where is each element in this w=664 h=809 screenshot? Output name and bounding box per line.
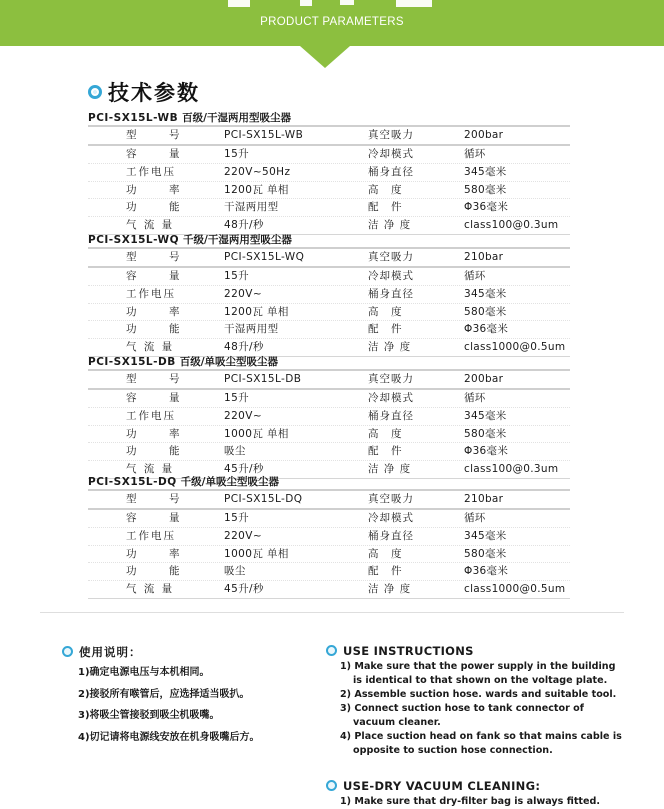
- spec-label: 配 件: [368, 445, 403, 458]
- table-row: [88, 528, 570, 546]
- spec-label: 冷却模式: [368, 270, 414, 282]
- list-item: 1) Make sure that the power supply in the building is identical to that shown on the voltage plate.: [340, 661, 616, 686]
- table-row: [88, 199, 570, 217]
- spec-value: 210bar: [464, 493, 504, 505]
- spec-value: 15升: [224, 392, 250, 404]
- spec-value: 580毫米: [464, 305, 507, 318]
- table-row: [88, 371, 570, 390]
- spec-value: 580毫米: [464, 427, 507, 440]
- model-block-wb: [88, 111, 570, 235]
- spec-value: PCI-SX15L-WQ: [224, 251, 305, 263]
- spec-label: 工作电压: [126, 409, 176, 422]
- spec-label: 气 流 量: [126, 463, 175, 476]
- spec-label: 真空吸力: [368, 129, 414, 141]
- spec-value: 1000瓦 单相: [224, 427, 289, 440]
- dry-heading: [326, 779, 626, 793]
- spec-value: 吸尘: [224, 565, 246, 578]
- spec-value: 循环: [464, 512, 486, 524]
- spec-label: 洁 净 度: [368, 463, 412, 476]
- spec-label: 真空吸力: [368, 251, 414, 263]
- list-item: 3)将吸尘管接驳到吸尘机吸嘴。: [78, 710, 220, 721]
- spec-label: 桶身直径: [368, 165, 414, 178]
- spec-value: 循环: [464, 148, 486, 160]
- model-desc: 千级/干湿两用型吸尘器: [183, 234, 292, 246]
- spec-value: 45升/秒: [224, 583, 264, 596]
- spec-label: 工作电压: [126, 165, 176, 178]
- spec-value: class100@0.3um: [464, 219, 559, 232]
- spec-label: 洁 净 度: [368, 583, 412, 596]
- model-desc: 百级/干湿两用型吸尘器: [182, 112, 291, 124]
- model-code: PCI-SX15L-DQ: [88, 476, 177, 488]
- spec-table: [88, 489, 570, 599]
- spec-value: PCI-SX15L-WB: [224, 129, 304, 141]
- spec-value: PCI-SX15L-DQ: [224, 493, 303, 505]
- usage-en-heading: [326, 644, 626, 660]
- spec-label: 真空吸力: [368, 373, 414, 385]
- spec-label: 高 度: [368, 427, 403, 440]
- spec-value: 220V~: [224, 409, 263, 422]
- table-row: [88, 390, 570, 408]
- spec-value: 580毫米: [464, 183, 507, 196]
- spec-value: 干湿两用型: [224, 201, 279, 214]
- ring-bullet-icon: [88, 85, 102, 99]
- usage-en-title: USE INSTRUCTIONS: [343, 644, 474, 658]
- header-banner: [0, 0, 664, 72]
- dry-vacuum-instructions: [326, 779, 626, 809]
- spec-label: 容 量: [126, 512, 191, 524]
- table-row: [88, 510, 570, 528]
- spec-value: 干湿两用型: [224, 323, 279, 336]
- spec-value: Φ36毫米: [464, 565, 509, 578]
- list-item: 3) Connect suction hose to tank connector of vacuum cleaner.: [340, 703, 584, 728]
- banner-title: PRODUCT PARAMETERS: [260, 16, 404, 28]
- spec-label: 容 量: [126, 148, 191, 160]
- table-row: [88, 321, 570, 339]
- table-row: [88, 491, 570, 510]
- table-row: [88, 426, 570, 444]
- spec-value: 15升: [224, 148, 250, 160]
- spec-value: 580毫米: [464, 547, 507, 560]
- list-item: 1)确定电源电压与本机相同。: [78, 667, 210, 678]
- spec-value: class1000@0.5um: [464, 341, 566, 354]
- spec-value: 48升/秒: [224, 219, 264, 232]
- spec-value: 循环: [464, 270, 486, 282]
- spec-label: 功 率: [126, 427, 191, 440]
- spec-label: 高 度: [368, 547, 403, 560]
- spec-label: 高 度: [368, 305, 403, 318]
- spec-value: 345毫米: [464, 529, 507, 542]
- table-row: [88, 146, 570, 164]
- spec-label: 冷却模式: [368, 148, 414, 160]
- spec-value: 345毫米: [464, 409, 507, 422]
- table-row: [88, 249, 570, 268]
- spec-value: 200bar: [464, 373, 504, 385]
- spec-label: 功 能: [126, 323, 191, 336]
- table-row: [88, 408, 570, 426]
- spec-label: 功 率: [126, 183, 191, 196]
- spec-value: 1200瓦 单相: [224, 183, 289, 196]
- spec-label: 型 号: [126, 129, 191, 141]
- spec-value: 200bar: [464, 129, 504, 141]
- spec-value: 45升/秒: [224, 463, 264, 476]
- spec-label: 高 度: [368, 183, 403, 196]
- spec-value: 1000瓦 单相: [224, 547, 289, 560]
- section-divider: [40, 612, 624, 613]
- spec-value: Φ36毫米: [464, 323, 509, 336]
- spec-label: 桶身直径: [368, 409, 414, 422]
- model-desc: 千级/单吸尘型吸尘器: [180, 476, 279, 488]
- spec-value: 15升: [224, 512, 250, 524]
- spec-value: class1000@0.5um: [464, 583, 566, 596]
- spec-label: 型 号: [126, 493, 191, 505]
- spec-label: 型 号: [126, 251, 191, 263]
- list-item: 2) Assemble suction hose. wards and suitable tool.: [340, 689, 617, 700]
- spec-label: 容 量: [126, 392, 191, 404]
- model-title: [88, 233, 570, 247]
- spec-label: 真空吸力: [368, 493, 414, 505]
- spec-value: 345毫米: [464, 165, 507, 178]
- banner-shape: [0, 0, 664, 72]
- table-row: [88, 286, 570, 304]
- spec-label: 型 号: [126, 373, 191, 385]
- table-row: [88, 127, 570, 146]
- table-row: [88, 182, 570, 200]
- dry-title: USE-DRY VACUUM CLEANING:: [343, 779, 541, 793]
- model-code: PCI-SX15L-DB: [88, 356, 176, 368]
- section-heading: [88, 78, 200, 106]
- spec-label: 容 量: [126, 270, 191, 282]
- spec-value: 210bar: [464, 251, 504, 263]
- table-row: [88, 581, 570, 599]
- spec-label: 桶身直径: [368, 529, 414, 542]
- table-row: [88, 164, 570, 182]
- spec-table: [88, 247, 570, 357]
- table-row: [88, 304, 570, 322]
- spec-label: 配 件: [368, 323, 403, 336]
- model-title: [88, 111, 570, 125]
- spec-label: 工作电压: [126, 287, 176, 300]
- usage-cn-title: 使用说明：: [79, 645, 142, 659]
- spec-label: 功 率: [126, 547, 191, 560]
- model-block-db: [88, 355, 570, 479]
- table-row: [88, 268, 570, 286]
- spec-label: 洁 净 度: [368, 219, 412, 232]
- model-code: PCI-SX15L-WQ: [88, 234, 180, 246]
- spec-label: 功 能: [126, 565, 191, 578]
- ring-bullet-icon: [62, 646, 73, 657]
- spec-table: [88, 125, 570, 235]
- spec-label: 工作电压: [126, 529, 176, 542]
- spec-label: 配 件: [368, 201, 403, 214]
- spec-table: [88, 369, 570, 479]
- section-title: 技术参数: [108, 81, 200, 105]
- spec-value: 循环: [464, 392, 486, 404]
- spec-label: 冷却模式: [368, 512, 414, 524]
- spec-label: 配 件: [368, 565, 403, 578]
- spec-label: 桶身直径: [368, 287, 414, 300]
- ring-bullet-icon: [326, 645, 337, 656]
- spec-label: 功 率: [126, 305, 191, 318]
- spec-label: 气 流 量: [126, 583, 175, 596]
- list-item: 2)接驳所有喉管后，应选择适当吸扒。: [78, 688, 250, 700]
- list-item: 4)切记请将电源线安放在机身吸嘴后方。: [78, 731, 260, 743]
- spec-value: 220V~: [224, 529, 263, 542]
- usage-instructions-en: [326, 644, 626, 758]
- table-row: [88, 443, 570, 461]
- model-title: [88, 355, 570, 369]
- model-code: PCI-SX15L-WB: [88, 112, 179, 124]
- spec-value: 48升/秒: [224, 341, 264, 354]
- spec-label: 洁 净 度: [368, 341, 412, 354]
- spec-label: 气 流 量: [126, 341, 175, 354]
- spec-value: PCI-SX15L-DB: [224, 373, 302, 385]
- list-item: 1) Make sure that dry-filter bag is always fitted.: [340, 796, 601, 807]
- usage-instructions-cn: [62, 644, 312, 748]
- spec-value: 吸尘: [224, 445, 246, 458]
- spec-value: 220V~: [224, 287, 263, 300]
- spec-label: 功 能: [126, 201, 191, 214]
- model-block-wq: [88, 233, 570, 357]
- spec-value: Φ36毫米: [464, 201, 509, 214]
- spec-value: 15升: [224, 270, 250, 282]
- spec-value: Φ36毫米: [464, 445, 509, 458]
- list-item: 4) Place suction head on fank so that mains cable is opposite to suction hose connection.: [340, 731, 622, 756]
- model-desc: 百级/单吸尘型吸尘器: [179, 356, 279, 368]
- spec-value: class100@0.3um: [464, 463, 559, 476]
- table-row: [88, 563, 570, 581]
- model-block-dq: [88, 475, 570, 599]
- model-title: [88, 475, 570, 489]
- spec-value: 345毫米: [464, 287, 507, 300]
- ring-bullet-icon: [326, 780, 337, 791]
- spec-label: 气 流 量: [126, 219, 175, 232]
- table-row: [88, 546, 570, 564]
- usage-cn-heading: [62, 644, 312, 662]
- spec-label: 冷却模式: [368, 392, 414, 404]
- spec-label: 功 能: [126, 445, 191, 458]
- spec-value: 220V~50Hz: [224, 165, 291, 178]
- spec-value: 1200瓦 单相: [224, 305, 289, 318]
